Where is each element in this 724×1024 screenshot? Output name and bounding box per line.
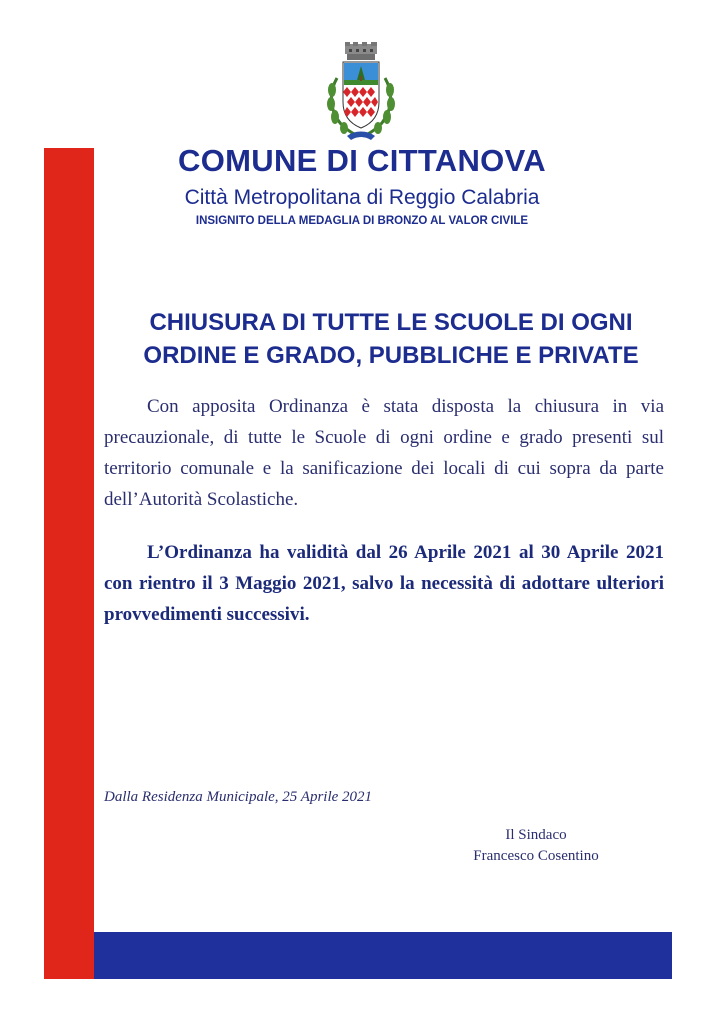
municipality-tagline: INSIGNITO DELLA MEDAGLIA DI BRONZO AL VALOR CIVILE [195, 215, 529, 227]
notice-title-line-1: CHIUSURA DI TUTTE LE SCUOLE DI OGNI [149, 309, 633, 336]
blue-footer-bar [94, 932, 672, 979]
municipal-coat-of-arms-icon [323, 40, 399, 144]
notice-paragraph-1: Con apposita Ordinanza è stata disposta la chiusura in via precauzionale, di tutte le Scuole di ogni ordine e grado presenti sul territorio comunale e la sanificazione dei locali di cui sopra da parte dell’Autorità Scolastiche. [104, 396, 664, 510]
signatory-role: Il Sindaco [505, 827, 567, 843]
notice-paragraph-2: L’Ordinanza ha validità dal 26 Aprile 2021 al 30 Aprile 2021 con rientro il 3 Maggio 2021, salvo la necessità di adottare ulteriori provvedimenti successivi. [104, 542, 664, 625]
red-side-bar [44, 148, 94, 979]
signatory-name: Francesco Cosentino [473, 848, 599, 864]
notice-title-line-2: ORDINE E GRADO, PUBBLICHE E PRIVATE [143, 342, 639, 369]
municipality-title: COMUNE DI CITTANOVA [178, 143, 546, 178]
date-place: Dalla Residenza Municipale, 25 Aprile 2021 [104, 789, 373, 805]
notice-title [104, 306, 678, 372]
municipality-subtitle: Città Metropolitana di Reggio Calabria [184, 186, 540, 209]
